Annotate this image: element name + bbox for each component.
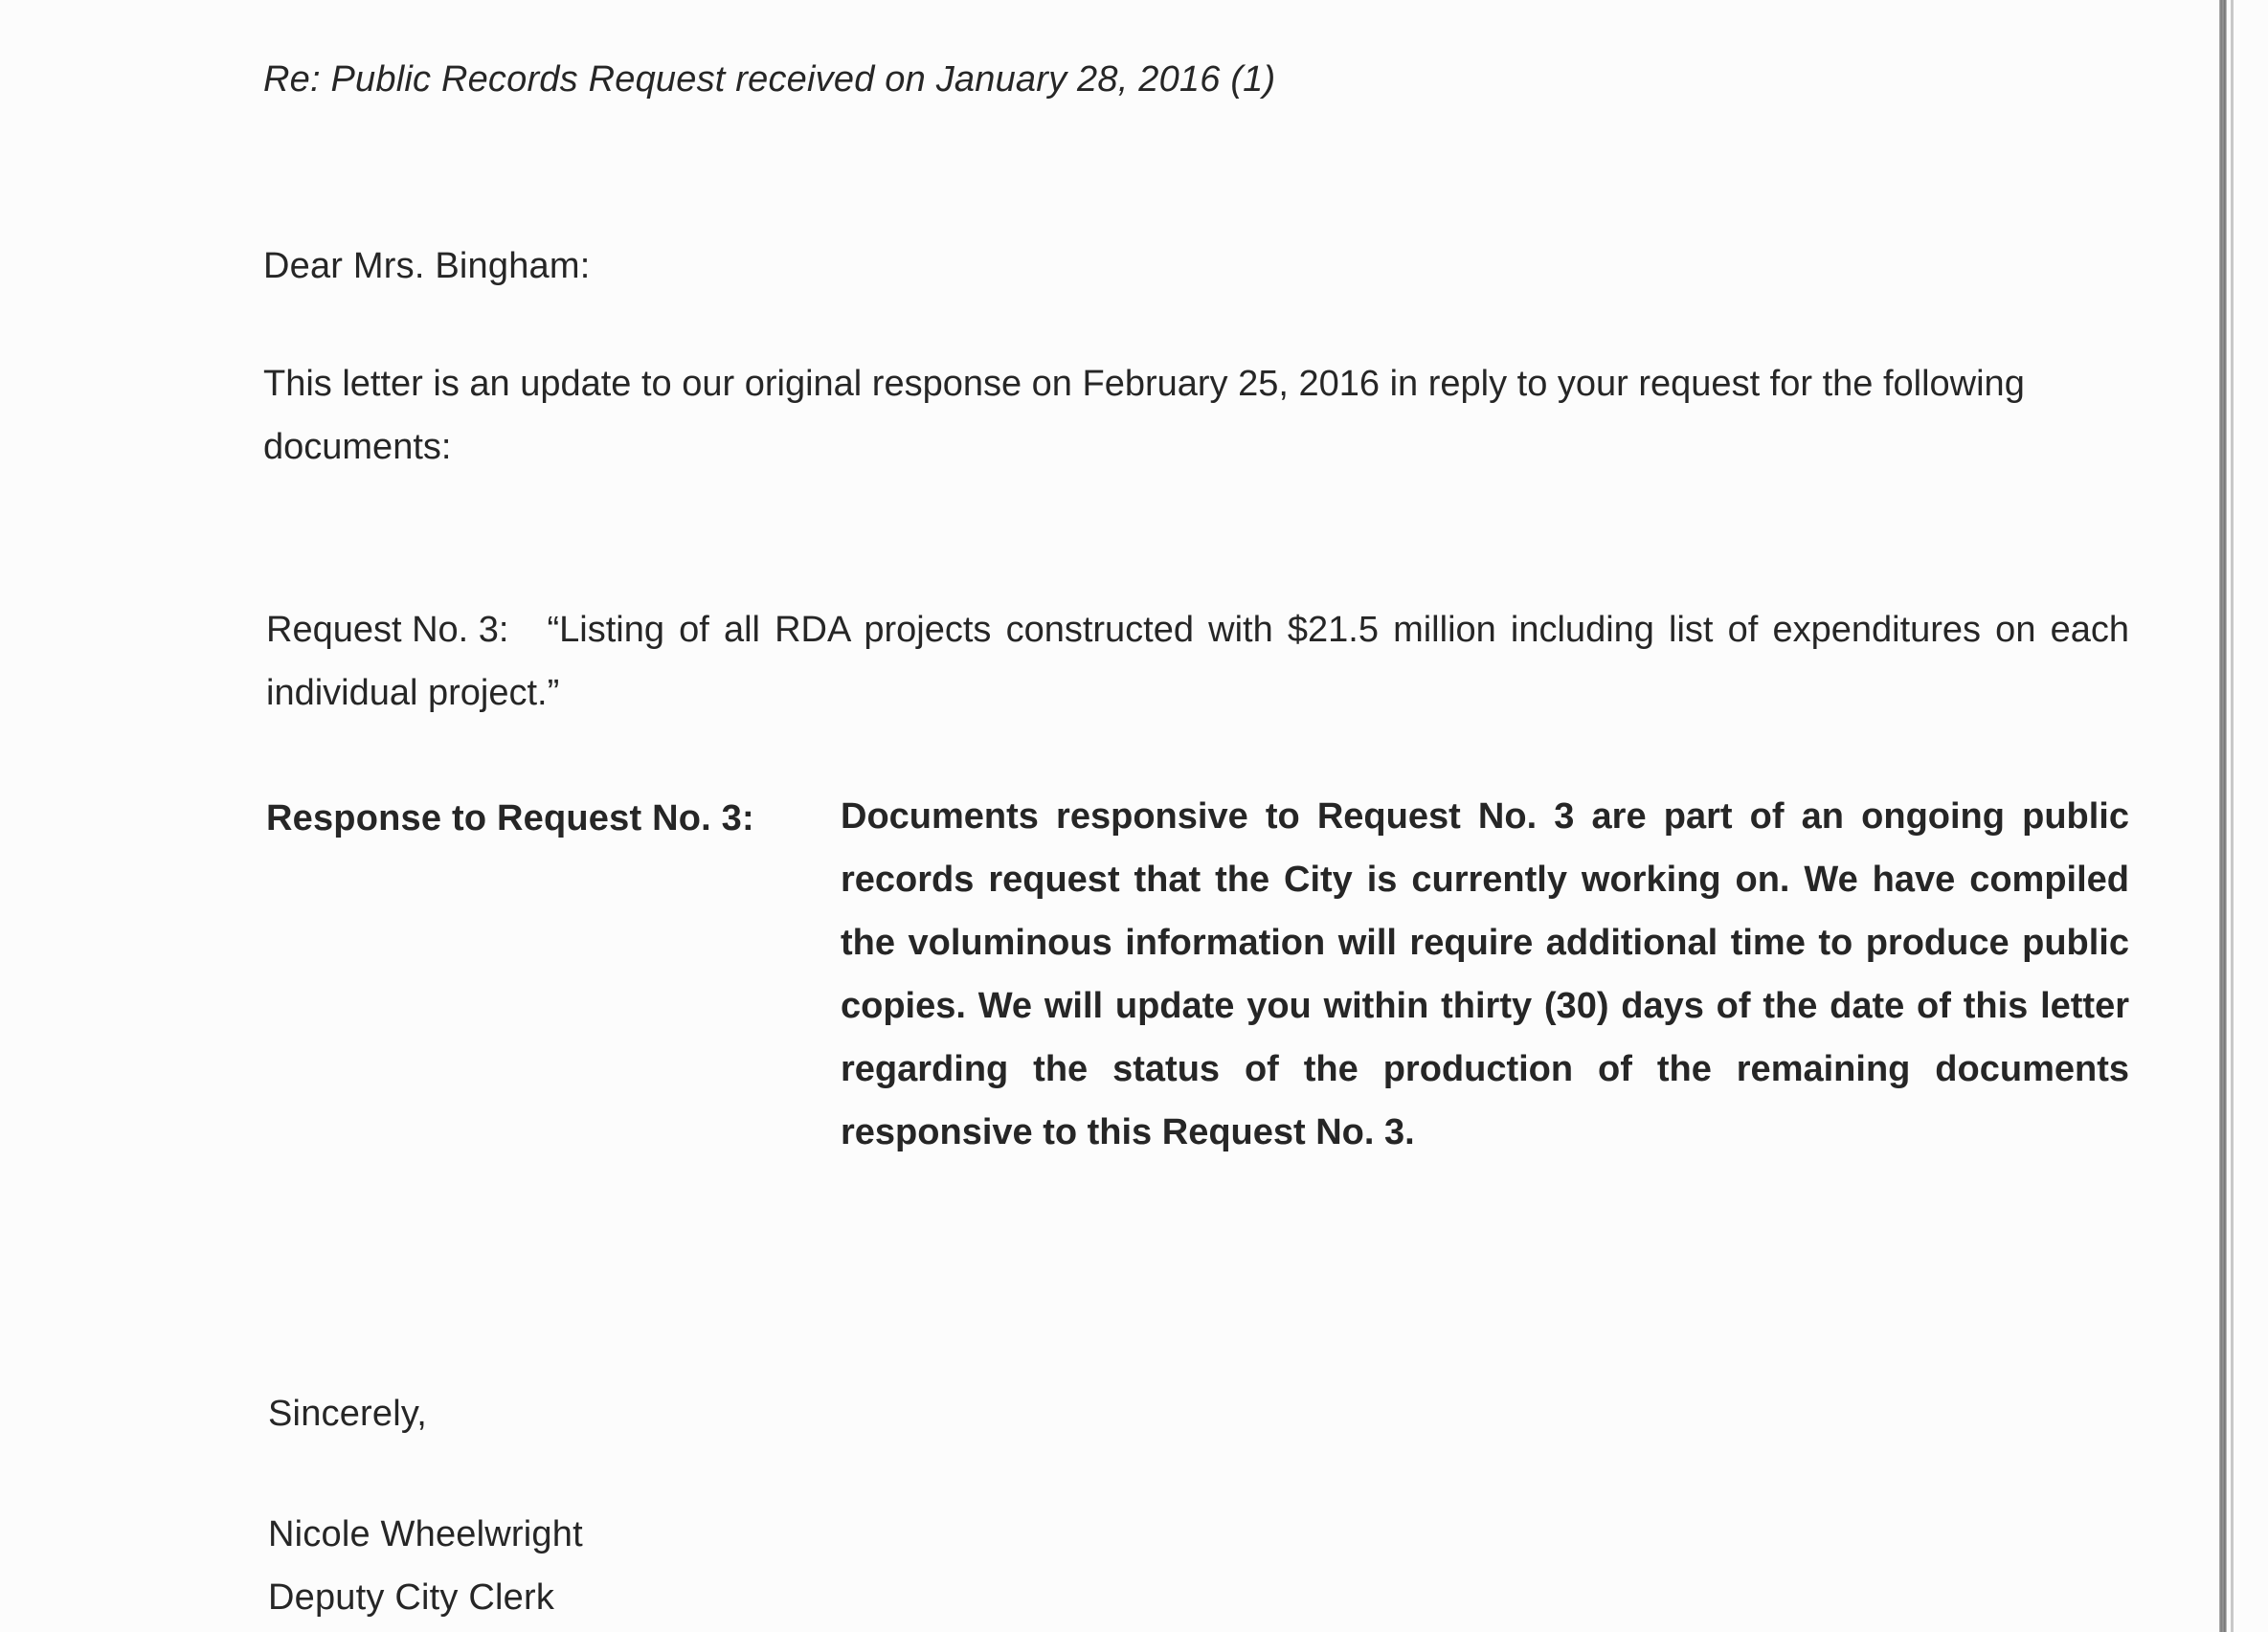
response-text: Documents responsive to Request No. 3 are part of an ongoing public records request that the City is currently working on. We have compiled the voluminous information will require additional time to produce public copies. We will update you within thirty (30) days of the date of this letter regarding the status of the production of the remaining documents responsive to this Request No. 3.: [841, 796, 2129, 1152]
letter-closing: Sincerely,: [268, 1394, 428, 1434]
response-label: Response to Request No. 3:: [266, 798, 754, 838]
scan-border-shadow: [2231, 0, 2234, 1632]
letter-intro: This letter is an update to our original response on February 25, 2016 in reply to your request for the following documents:: [263, 364, 2025, 467]
signer-name: Nicole Wheelwright: [268, 1514, 583, 1554]
letter-subject: Re: Public Records Request received on January 28, 2016 (1): [263, 59, 1276, 100]
scan-border-line: [2219, 0, 2227, 1632]
letter-salutation: Dear Mrs. Bingham:: [263, 246, 591, 286]
request-text: “Listing of all RDA projects constructed with $21.5 million including list of expenditures on each individual project.”: [266, 610, 2129, 713]
signer-title: Deputy City Clerk: [268, 1577, 555, 1618]
request-label: Request No. 3:: [266, 610, 509, 650]
request-block: [266, 598, 2129, 725]
